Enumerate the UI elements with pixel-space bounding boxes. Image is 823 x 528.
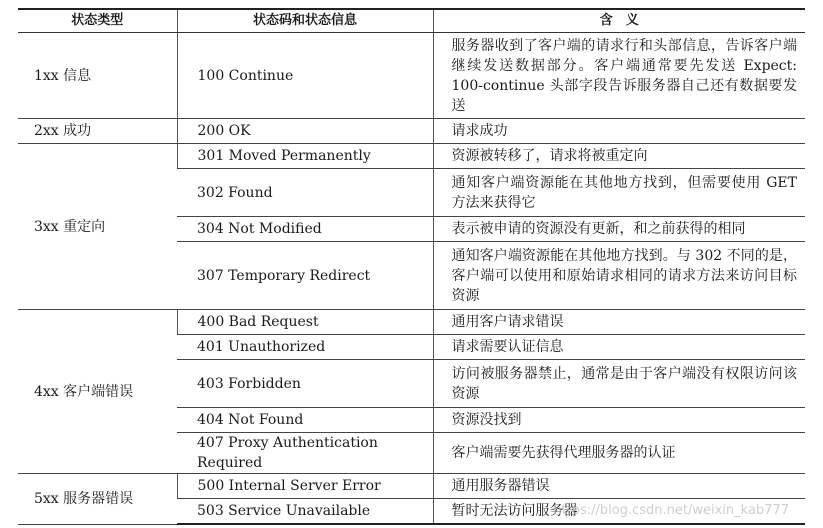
watermark: https://blog.csdn.net/weixin_kab777 [553, 503, 789, 518]
category-cell: 2xx 成功 [18, 119, 177, 144]
status-code-cell: 400 Bad Request [177, 310, 433, 335]
table-row [18, 310, 805, 335]
header-meaning: 含 义 [433, 9, 805, 33]
category-cell: 5xx 服务器错误 [18, 474, 177, 525]
status-code-cell: 100 Continue [177, 33, 433, 119]
table-row [18, 119, 805, 144]
meaning-cell: 访问被服务器禁止，通常是由于客户端没有权限访问该资源 [433, 360, 805, 408]
status-code-cell: 302 Found [177, 169, 433, 217]
table-row [18, 474, 805, 499]
status-code-cell: 500 Internal Server Error [177, 474, 433, 499]
header-status-code: 状态码和状态信息 [177, 9, 433, 33]
meaning-cell: 表示被申请的资源没有更新，和之前获得的相同 [433, 217, 805, 242]
meaning-cell: 通知客户端资源能在其他地方找到，但需要使用 GET 方法来获得它 [433, 169, 805, 217]
status-code-cell: 304 Not Modified [177, 217, 433, 242]
http-status-table [18, 8, 805, 525]
meaning-cell: 请求需要认证信息 [433, 335, 805, 360]
meaning-cell: 通用客户请求错误 [433, 310, 805, 335]
meaning-cell: 资源没找到 [433, 408, 805, 433]
meaning-cell: 通知客户端资源能在其他地方找到。与 302 不同的是，客户端可以使用和原始请求相同的请求方法来访问目标资源 [433, 242, 805, 310]
table-header-row [18, 9, 805, 33]
status-code-cell: 503 Service Unavailable [177, 499, 433, 525]
meaning-cell: 客户端需要先获得代理服务器的认证 [433, 433, 805, 474]
meaning-cell: 通用服务器错误 [433, 474, 805, 499]
status-code-cell: 301 Moved Permanently [177, 144, 433, 169]
table-row [18, 33, 805, 119]
status-code-cell: 403 Forbidden [177, 360, 433, 408]
meaning-cell: 请求成功 [433, 119, 805, 144]
status-code-cell: 200 OK [177, 119, 433, 144]
status-code-cell: 307 Temporary Redirect [177, 242, 433, 310]
category-cell: 3xx 重定向 [18, 144, 177, 310]
meaning-cell: 暂时无法访问服务器 [433, 499, 805, 525]
category-cell: 4xx 客户端错误 [18, 310, 177, 474]
header-status-type: 状态类型 [18, 9, 177, 33]
status-code-cell: 407 Proxy Authentication Required [177, 433, 433, 474]
meaning-cell: 服务器收到了客户端的请求行和头部信息，告诉客户端继续发送数据部分。客户端通常要先发送 Expect: 100-continue 头部字段告诉服务器自己还有数据要发送 [433, 33, 805, 119]
table-row [18, 144, 805, 169]
status-code-cell: 404 Not Found [177, 408, 433, 433]
category-cell: 1xx 信息 [18, 33, 177, 119]
meaning-cell: 资源被转移了，请求将被重定向 [433, 144, 805, 169]
status-code-cell: 401 Unauthorized [177, 335, 433, 360]
